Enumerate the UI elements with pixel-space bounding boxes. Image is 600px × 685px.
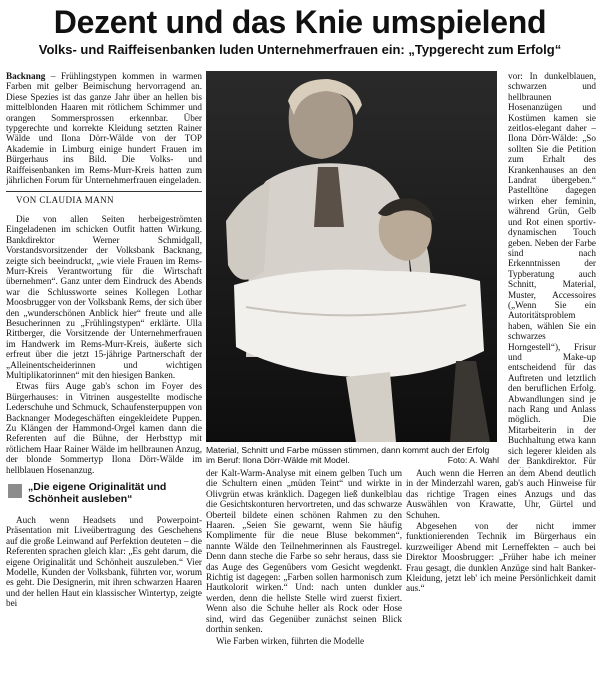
pull-quote-marker <box>8 484 22 498</box>
pull-quote <box>6 481 202 509</box>
column-2 <box>206 468 402 683</box>
photo-illustration <box>206 71 497 442</box>
headline: Dezent und das Knie umspielend <box>53 4 547 40</box>
pull-quote-text: „Die eigene Originalität und Schönheit ausleben“ <box>28 481 167 506</box>
dateline: Backnang <box>6 71 46 81</box>
photo-credit: Foto: A. Wahl <box>447 455 499 466</box>
intro-text: – Frühlingstypen kommen in warmen Farben mit gelber Beimischung hervorragend an. Diese Spezies ist das ganze Jahr über an hellen bis mittelblonden Haaren mit rötlichem Schimmer und orangen Sommersprossen erkennbar. Über typgerechte und korrekte Kleidung setzten Rainer Wälde und Ilona Dörr-Wälde von der TOP Akademie in Limburg einige hundert Frauen im Bürgerhaus ins Bild. Die Volks- und Raiffeisenbanken im Rems-Murr-Kreis hatten zum jährlichen Forum für Unternehmerfrauen eingeladen. <box>6 71 202 186</box>
photo-caption <box>206 445 499 465</box>
paragraph: Wie Farben wirken, führten die Modelle <box>216 635 365 646</box>
paragraph: Auch wenn die Herren an dem Abend deutlich in der Minderzahl waren, gab's auch Hinweise für das richtige Tragen eines Anzugs und das Auswählen von Krawatte, Uhr, Gürtel und Schuhen. <box>406 468 596 520</box>
photo-caption-text: Material, Schnitt und Farbe müssen stimmen, dann kommt auch der Erfolg im Beruf: Ilona Dörr-Wälde mit Model. <box>206 445 490 466</box>
paragraph: vor: In dunkelblauen, schwarzen und hellbraunen Hosenanzügen und Kostümen kamen sie zeitlos-elegant daher – Ilona Dörr-Wälde: „So sollten Sie die Petition zum Erhalt des Krankenhauses an den Landrat übergeben.“ Pastelltöne dagegen wirken eher feminin, während Grün, Gelb und Rot einen sportiv-dynamischen Touch geben. Neben der Farbe sind nach Erkenntnissen der Typberatung auch Schnitt, Material, Muster, Accessoires („Wenn Sie ein Autoritätsproblem haben, wählen Sie ein schwarzes Horngestell“), Frisur und Make-up entscheidend für das Auftreten und letztlich den beruflichen Erfolg. Abwandlungen sind je nach Rang und Anlass möglich. Die Mitarbeiterin in der Buchhaltung etwa kann sich legerer kleiden als der Bankdirektor. Für <box>508 71 596 467</box>
byline: VON CLAUDIA MANN <box>6 191 202 205</box>
subheadline: Volks- und Raiffeisenbanken luden Unternehmerfrauen ein: „Typgerecht zum Erfolg“ <box>38 42 562 57</box>
column-3-continued <box>406 468 596 683</box>
paragraph: Auch wenn Headsets und Powerpoint-Präsentation mit Liveübertragung des Geschehens auf die große Leinwand auf Perfektion deuteten – die Referenten sprachen gleich klar: „Es geht darum, die eigene Originalität und Schönheit auszuleben.“ Vier Modelle, Kunden der Volksbank, führten vor, worum es geht. Die Designerin, mit ihren schwarzen Haaren und der hellen Haut ein klassischer Wintertyp, zeigte bei <box>6 515 202 609</box>
column-3-text <box>508 71 596 468</box>
paragraph: Die von allen Seiten herbeigeströmten Eingeladenen im schicken Outfit hatten Wirkung. Bankdirektor Werner Schmidgall, Vorstandsvorsitzender der Volksbank Backnang, zeigte sich beeindruckt, „wie viele Frauen im Rems-Murr-Kreis Verantwortung für die Wirtschaft übernehmen“. Ganz unter dem Eindruck des Abends war die Schlussworte seines Kollegen Lothar Moosbrugger von der Volksbank Rems, der sich über den „wunderschönen Anblick hier“ freute und alle Besucherinnen zu „Frühlingstypen“ erklärte. Ulla Rittberger, die Vorsitzende der Unternehmerfrauen im Handwerk im Rems-Murr-Kreis, äußerte sich erfreut über die jetzt 15-jährige Partnerschaft der „Alleinentscheiderinnen und wichtigen Multiplikatorinnen“ mit den hiesigen Banken. <box>6 213 202 380</box>
paragraph: Etwas fürs Auge gab's schon im Foyer des Bürgerhauses: in Vitrinen ausgestellte modische Lederschuhe und Schmuck, Schaufensterpuppen von Backnanger Modegeschäften eingekleidete Puppen. Zu Klängen der Hammond-Orgel kamen dann die Referenten auf die Bühne, der Herbsttyp mit rötlichem Haar Rainer Wälde im hellbraunen Anzug, der blonde Sommertyp Ilona Dörr-Wälde im hellblauen Hosenanzug. <box>6 381 202 475</box>
column-1 <box>6 71 202 683</box>
paragraph: der Kalt-Warm-Analyse mit einem gelben Tuch um die Schultern einen „müden Teint“ und wirkte in Olivgrün etwas kränklich. Dagegen ließ dunkelblau die Gesichtskonturen hervortreten, und das schwarze Oberteil bildete einen schönen Rahmen zu den Haaren. „Seien Sie gewarnt, wenn Sie häufig Komplimente für die neue Bluse bekommen“, nannte Wälde den Teilnehmerinnen als Faustregel. Denn dann steche die Farbe so sehr heraus, dass sie das Auge des Gegenübers vom Gesicht wegdenkt. Richtig ist dagegen: „Farben sollen harmonisch zum Hautkolorit wirken.“ Und: nach unten dunkler werden, denn die hellste Stelle wird zuerst fixiert. Wenn also die Schuhe heller als Rock oder Hose sind, wird das Gegenüber zunächst seinen Blick dorthin senken. <box>206 468 402 635</box>
paragraph: Abgesehen von der nicht immer funktionierenden Technik im Bürgerhaus ein kurzweiliger Abend mit Lerneffekten – auch bei Direktor Moosbrugger: „Früher habe ich meiner Frau gesagt, die dunklen Anzüge sind halt Banker-Kleidung, jetzt leb' ich meine Persönlichkeit damit aus.“ <box>406 521 596 594</box>
intro-paragraph <box>6 71 202 185</box>
article-photo <box>206 71 497 442</box>
